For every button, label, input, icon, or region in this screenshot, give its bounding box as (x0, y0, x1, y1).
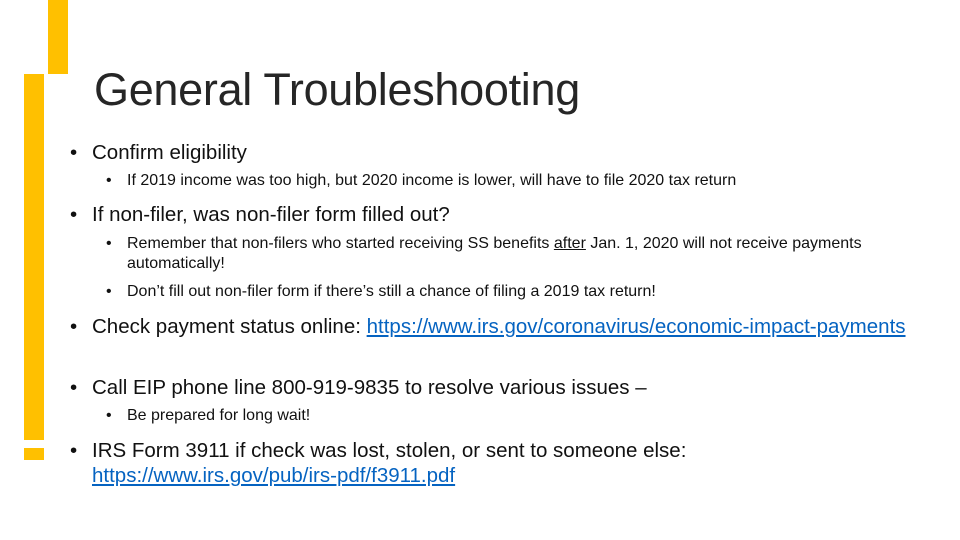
underlined-word: after (553, 235, 586, 252)
text-segment: Jan. 1, 2020 will not receive payments automatically! (127, 235, 862, 272)
bullet-non-filer (70, 202, 910, 227)
bullet-text: If non-filer, was non-filer form filled out? (92, 203, 450, 226)
text-segment: Remember that non-filers who started receiving SS benefits (127, 235, 554, 252)
text-segment: IRS Form 3911 if check was lost, stolen, or sent to someone else: (92, 439, 687, 462)
accent-bar-top (48, 0, 68, 74)
irs-form-3911-link[interactable]: https://www.irs.gov/pub/irs-pdf/f3911.pdf (92, 464, 456, 487)
bullet-payment-status (70, 314, 910, 339)
irs-eip-link[interactable]: https://www.irs.gov/coronavirus/economic-impact-payments (366, 315, 906, 338)
bullet-text: Be prepared for long wait! (127, 407, 311, 424)
bullet-marker: • (70, 439, 78, 462)
bullet-text (127, 234, 916, 274)
bullet-marker: • (106, 172, 112, 189)
accent-bar-small (24, 448, 44, 460)
bullet-text: Call EIP phone line 800-919-9835 to resolve various issues – (92, 376, 647, 399)
bullet-text: Don’t fill out non-filer form if there’s still a chance of filing a 2019 tax return! (127, 283, 656, 300)
bullet-confirm-eligibility (70, 140, 910, 165)
bullet-marker: • (70, 141, 78, 164)
bullet-text (92, 314, 910, 339)
accent-bar-side (24, 74, 44, 440)
bullet-marker: • (70, 203, 78, 226)
bullet-form-3911 (70, 438, 910, 488)
bullet-text: If 2019 income was too high, but 2020 income is lower, will have to file 2020 tax return (127, 172, 737, 189)
bullet-marker: • (106, 235, 112, 252)
bullet-marker: • (106, 407, 112, 424)
bullet-text: Confirm eligibility (92, 141, 247, 164)
sub-bullet-ss-benefits (106, 234, 916, 274)
bullet-marker: • (106, 283, 112, 300)
sub-bullet-dont-fill (106, 282, 916, 302)
bullet-eip-phone (70, 375, 910, 400)
slide-title: General Troubleshooting (94, 64, 580, 115)
bullet-text (92, 438, 910, 488)
sub-bullet-long-wait (106, 406, 916, 426)
sub-bullet-income (106, 171, 916, 191)
bullet-marker: • (70, 315, 78, 338)
bullet-marker: • (70, 376, 78, 399)
text-segment: Check payment status online: (92, 315, 367, 338)
